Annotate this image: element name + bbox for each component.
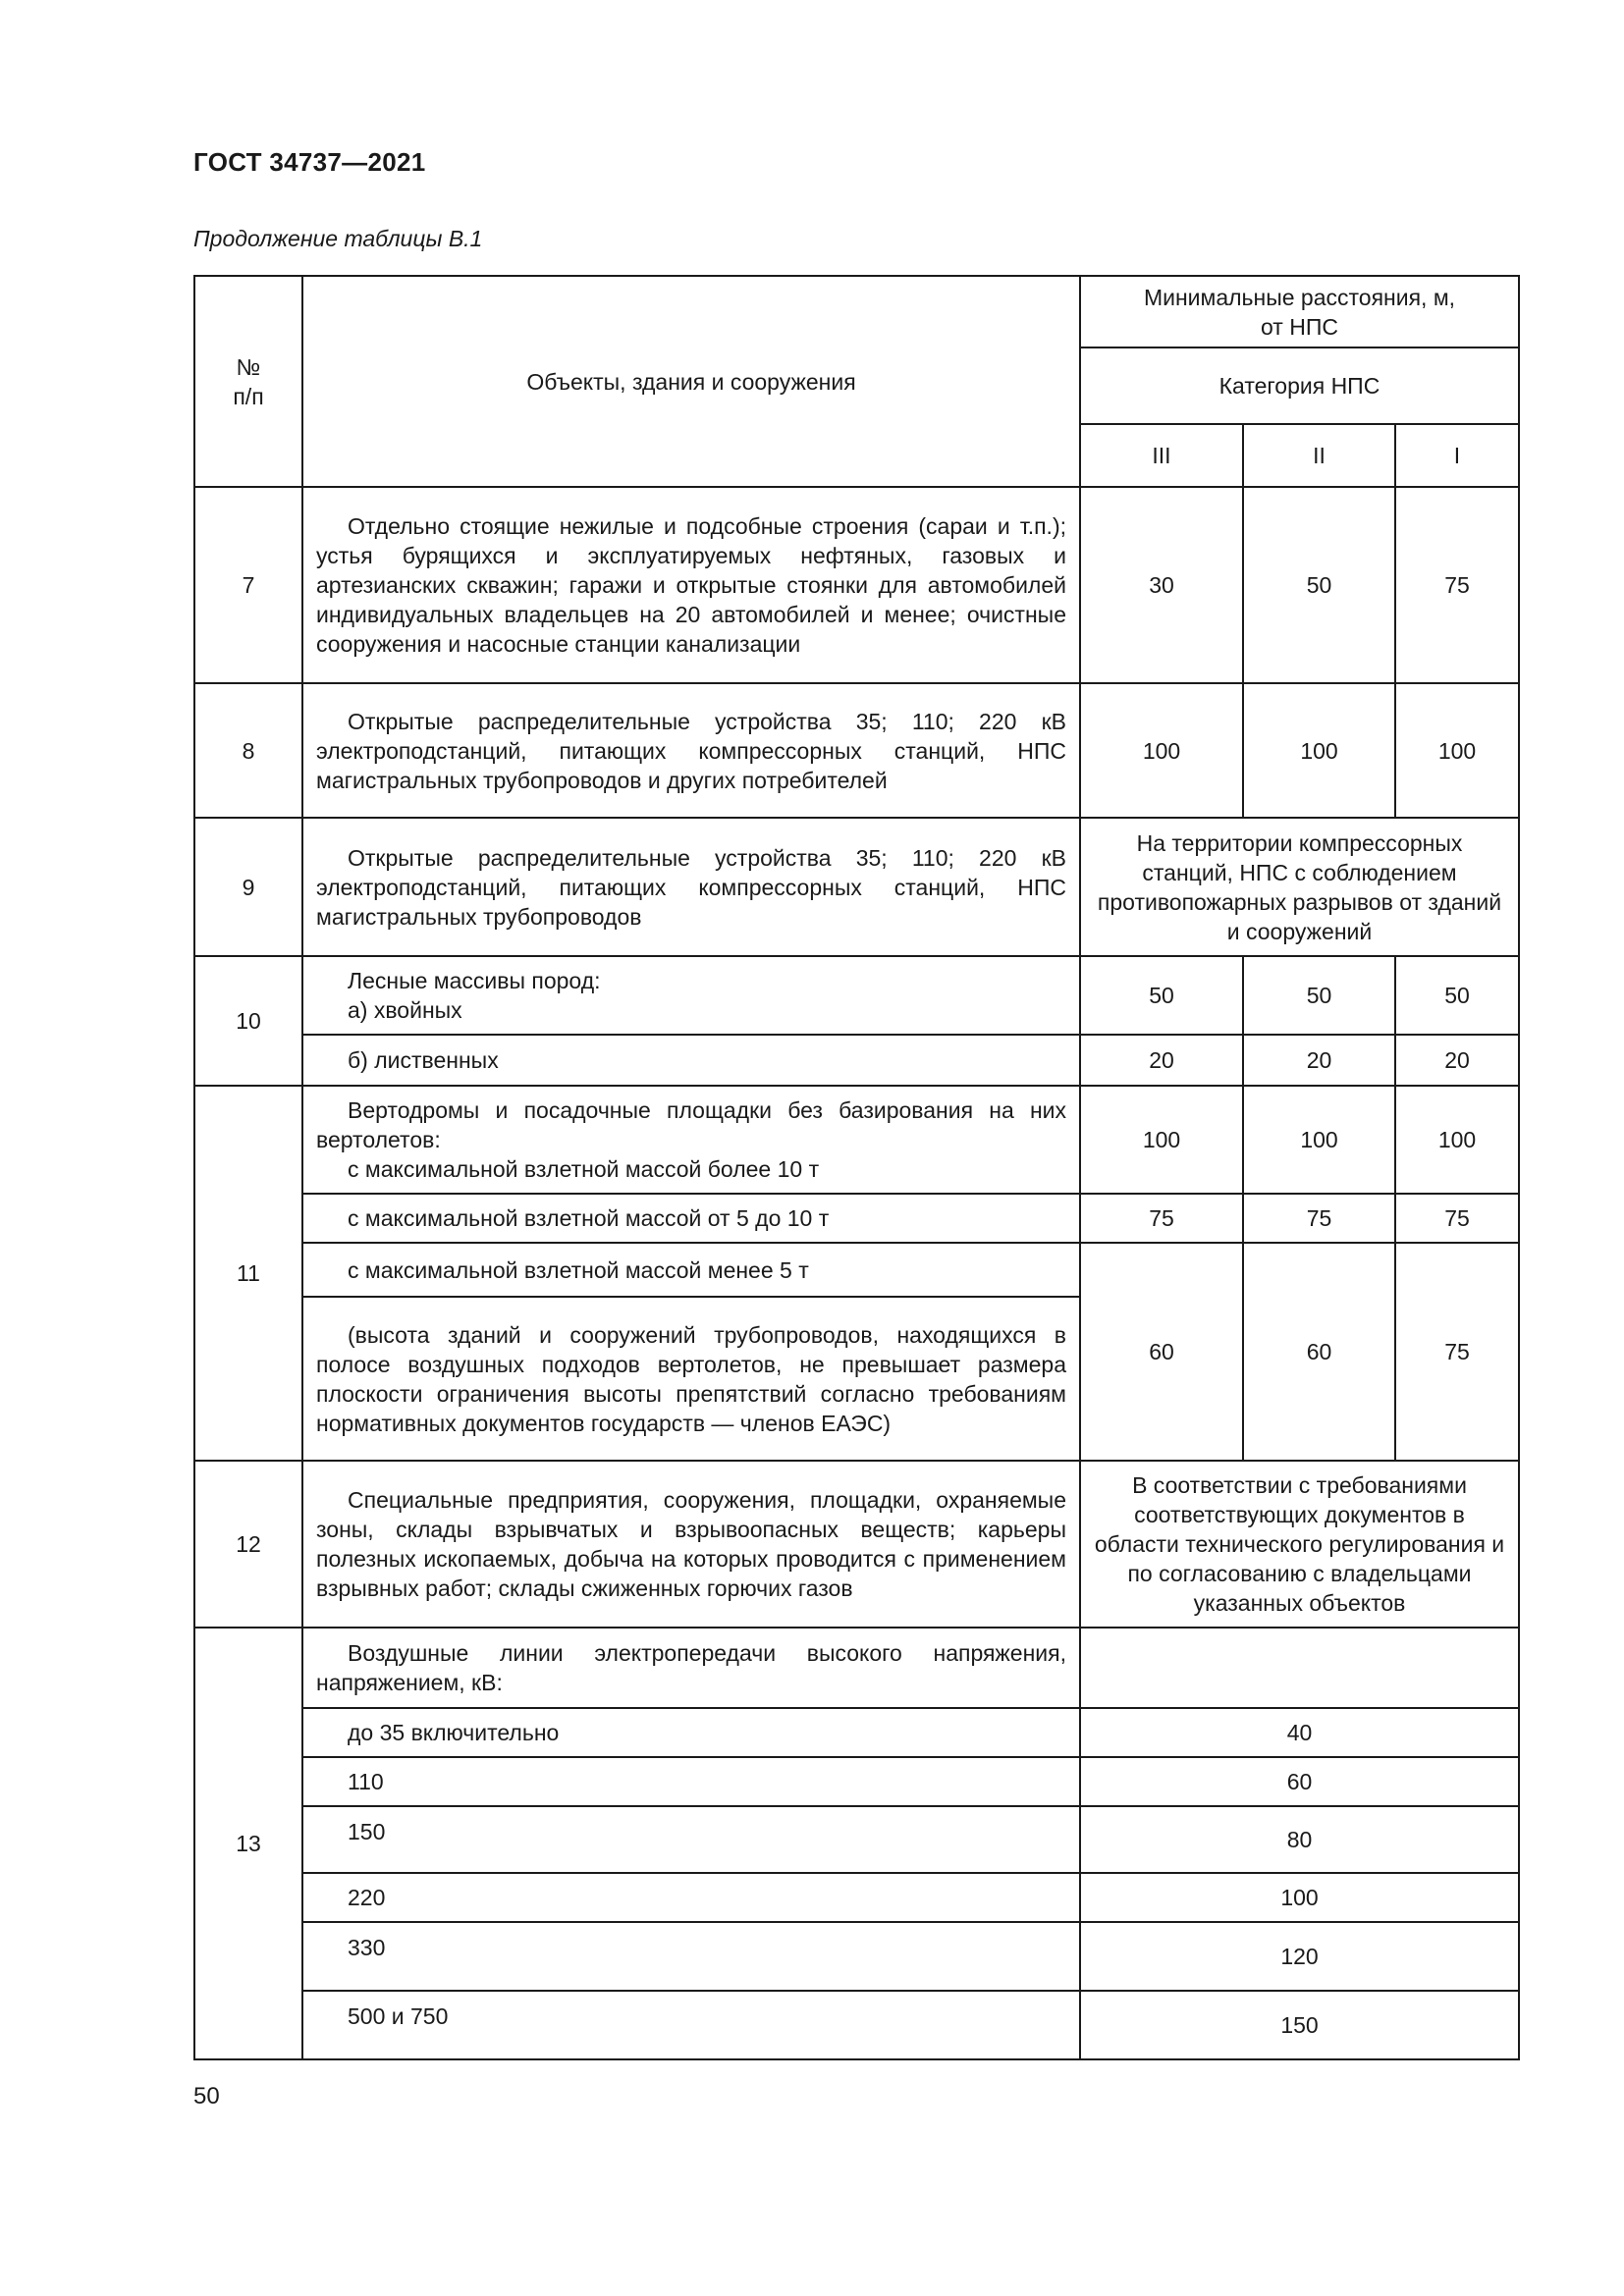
value-cat-3: 100 xyxy=(1080,683,1243,818)
table-row xyxy=(194,1873,1519,1922)
row-description: Лесные массивы пород: а) хвойных xyxy=(302,956,1080,1035)
row-number: 8 xyxy=(194,683,302,818)
value-cat-3: 30 xyxy=(1080,487,1243,683)
header-distances: Минимальные расстояния, м, от НПС xyxy=(1080,276,1519,347)
document-id: ГОСТ 34737—2021 xyxy=(193,147,426,177)
voltage-value: 150 xyxy=(1080,1991,1519,2059)
row-description: б) лиственных xyxy=(302,1035,1080,1086)
row-number: 12 xyxy=(194,1461,302,1628)
table-row xyxy=(194,683,1519,818)
table-row xyxy=(194,1243,1519,1297)
row-number: 11 xyxy=(194,1086,302,1461)
voltage-value: 60 xyxy=(1080,1757,1519,1806)
row-description: с максимальной взлетной массой менее 5 т xyxy=(302,1243,1080,1297)
header-cat-2: II xyxy=(1243,424,1395,487)
voltage-label: 500 и 750 xyxy=(302,1991,1080,2059)
page-number: 50 xyxy=(193,2083,220,2109)
table-row xyxy=(194,1708,1519,1757)
value-cat-2: 50 xyxy=(1243,487,1395,683)
value-cat-3: 20 xyxy=(1080,1035,1243,1086)
voltage-value: 120 xyxy=(1080,1922,1519,1991)
value-cat-2: 100 xyxy=(1243,683,1395,818)
value-cat-1: 50 xyxy=(1395,956,1519,1035)
header-num: № п/п xyxy=(194,276,302,487)
row-description: Открытые распределительные устройства 35; 110; 220 кВ электроподстанций, питающих компрессорных станций, НПС магистральных трубопроводов xyxy=(302,818,1080,956)
distances-table xyxy=(193,275,1520,2060)
row-description: (высота зданий и сооружений трубопроводов, находящихся в полосе воздушных подходов вертолетов, не превышает размера плоскости ограничения высоты препятствий согласно требованиям нормативных документов государств — членов ЕАЭС) xyxy=(302,1297,1080,1461)
voltage-label: 330 xyxy=(302,1922,1080,1991)
row-note: На территории компрессорных станций, НПС с соблюдением противопожарных разрывов от зданий и сооружений xyxy=(1080,818,1519,956)
value-cat-2: 50 xyxy=(1243,956,1395,1035)
table-row xyxy=(194,818,1519,956)
header-category: Категория НПС xyxy=(1080,347,1519,424)
value-cat-2: 100 xyxy=(1243,1086,1395,1194)
value-cat-2: 75 xyxy=(1243,1194,1395,1243)
empty-cell xyxy=(1080,1628,1519,1708)
value-cat-1: 100 xyxy=(1395,1086,1519,1194)
value-cat-1: 100 xyxy=(1395,683,1519,818)
voltage-label: до 35 включительно xyxy=(302,1708,1080,1757)
row-number: 10 xyxy=(194,956,302,1086)
row-number: 13 xyxy=(194,1628,302,2059)
row-number: 9 xyxy=(194,818,302,956)
row-description: Воздушные линии электропередачи высокого напряжения, напряжением, кВ: xyxy=(302,1628,1080,1708)
voltage-value: 80 xyxy=(1080,1806,1519,1873)
value-cat-3: 50 xyxy=(1080,956,1243,1035)
table-row xyxy=(194,1194,1519,1243)
value-cat-1: 75 xyxy=(1395,1194,1519,1243)
row-description: с максимальной взлетной массой от 5 до 10 т xyxy=(302,1194,1080,1243)
voltage-label: 220 xyxy=(302,1873,1080,1922)
voltage-label: 110 xyxy=(302,1757,1080,1806)
voltage-label: 150 xyxy=(302,1806,1080,1873)
table-row xyxy=(194,1922,1519,1991)
voltage-value: 100 xyxy=(1080,1873,1519,1922)
value-cat-2: 60 xyxy=(1243,1243,1395,1461)
row-description: Отдельно стоящие нежилые и подсобные строения (сараи и т.п.); устья бурящихся и эксплуатируемых нефтяных, газовых и артезианских скважин; гаражи и открытые стоянки для автомобилей индивидуальных владельцев на 20 автомобилей и менее; очистные сооружения и насосные станции канализации xyxy=(302,487,1080,683)
value-cat-1: 20 xyxy=(1395,1035,1519,1086)
row-description: Специальные предприятия, сооружения, площадки, охраняемые зоны, склады взрывчатых и взрывоопасных веществ; карьеры полезных ископаемых, добыча на которых проводится с применением взрывных работ; склады сжиженных горючих газов xyxy=(302,1461,1080,1628)
value-cat-3: 60 xyxy=(1080,1243,1243,1461)
header-objects: Объекты, здания и сооружения xyxy=(302,276,1080,487)
table-row xyxy=(194,1806,1519,1873)
table-caption: Продолжение таблицы В.1 xyxy=(193,226,483,251)
value-cat-3: 100 xyxy=(1080,1086,1243,1194)
table-row xyxy=(194,1991,1519,2059)
table-row xyxy=(194,1461,1519,1628)
value-cat-3: 75 xyxy=(1080,1194,1243,1243)
row-note: В соответствии с требованиями соответствующих документов в области технического регулирования и по согласованию с владельцами указанных объектов xyxy=(1080,1461,1519,1628)
row-number: 7 xyxy=(194,487,302,683)
value-cat-2: 20 xyxy=(1243,1035,1395,1086)
row-description: Вертодромы и посадочные площадки без базирования на них вертолетов: с максимальной взлетной массой более 10 т xyxy=(302,1086,1080,1194)
header-cat-1: I xyxy=(1395,424,1519,487)
header-cat-3: III xyxy=(1080,424,1243,487)
value-cat-1: 75 xyxy=(1395,487,1519,683)
table-row xyxy=(194,1628,1519,1708)
table-row xyxy=(194,487,1519,683)
table-row xyxy=(194,1086,1519,1194)
value-cat-1: 75 xyxy=(1395,1243,1519,1461)
table-row xyxy=(194,1035,1519,1086)
table-row xyxy=(194,1757,1519,1806)
row-description: Открытые распределительные устройства 35; 110; 220 кВ электроподстанций, питающих компрессорных станций, НПС магистральных трубопроводов и других потребителей xyxy=(302,683,1080,818)
voltage-value: 40 xyxy=(1080,1708,1519,1757)
table-row xyxy=(194,956,1519,1035)
